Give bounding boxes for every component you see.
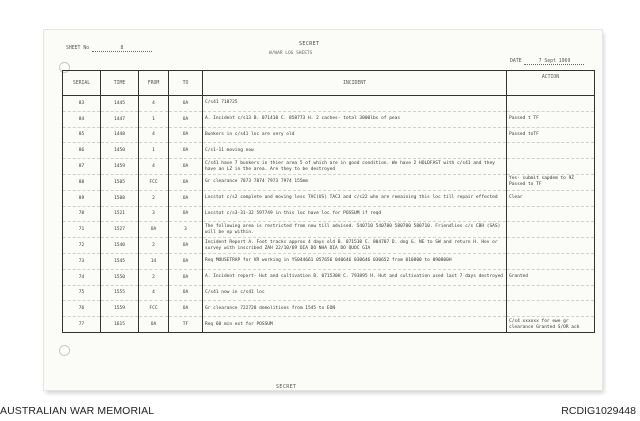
table-header-row bbox=[63, 71, 595, 96]
date-field bbox=[510, 59, 584, 65]
row-action bbox=[507, 96, 595, 112]
table-row bbox=[63, 253, 595, 269]
row-action: Clear bbox=[507, 190, 595, 206]
row-action bbox=[507, 253, 595, 269]
row-to: OA bbox=[169, 143, 203, 159]
table-row bbox=[63, 127, 595, 143]
row-from: OA bbox=[139, 222, 169, 238]
row-serial: 71 bbox=[63, 222, 101, 238]
security-classification-top: SECRET bbox=[299, 41, 320, 47]
row-serial: 84 bbox=[63, 111, 101, 127]
row-to: OA bbox=[169, 238, 203, 254]
row-action: C/s4 xxxxxx for ewe gr clearance Granted S/OR ack bbox=[507, 317, 595, 333]
row-time: 1508 bbox=[101, 190, 139, 206]
log-table-body bbox=[63, 96, 595, 333]
row-serial: 89 bbox=[63, 190, 101, 206]
row-from: 2 bbox=[139, 238, 169, 254]
column-header-serial: SERIAL bbox=[63, 71, 101, 96]
row-time: 1447 bbox=[101, 111, 139, 127]
table-row bbox=[63, 96, 595, 112]
row-serial: 75 bbox=[63, 285, 101, 301]
row-time: 1459 bbox=[101, 159, 139, 175]
table-row bbox=[63, 285, 595, 301]
footer-institution: AUSTRALIAN WAR MEMORIAL bbox=[0, 405, 155, 417]
row-to: OA bbox=[169, 269, 203, 285]
table-row bbox=[63, 301, 595, 317]
row-action bbox=[507, 159, 595, 175]
table-row bbox=[63, 238, 595, 254]
row-action: Passed toTF bbox=[507, 127, 595, 143]
row-action: Granted bbox=[507, 269, 595, 285]
sheet-number: 8 bbox=[120, 46, 124, 51]
row-serial: 70 bbox=[63, 206, 101, 222]
date-label: DATE bbox=[510, 59, 522, 64]
row-to: OA bbox=[169, 253, 203, 269]
column-header-time: TIME bbox=[101, 71, 139, 96]
row-incident: C/s41 now in c/s41 loc bbox=[203, 285, 507, 301]
row-time: 1505 bbox=[101, 174, 139, 190]
row-time: 1545 bbox=[101, 253, 139, 269]
row-incident: Gr clearance 722728 demolitions from 1545 to EON bbox=[203, 301, 507, 317]
table-row bbox=[63, 269, 595, 285]
row-action bbox=[507, 238, 595, 254]
table-row bbox=[63, 190, 595, 206]
row-to: OA bbox=[169, 159, 203, 175]
row-from: FCC bbox=[139, 301, 169, 317]
row-action: Yes- submit sapdem to 9Z Passed to TF bbox=[507, 174, 595, 190]
row-to: OA bbox=[169, 96, 203, 112]
row-action bbox=[507, 301, 595, 317]
row-serial: 83 bbox=[63, 96, 101, 112]
row-from: 4 bbox=[139, 96, 169, 112]
row-serial: 72 bbox=[63, 238, 101, 254]
row-serial: 85 bbox=[63, 127, 101, 143]
row-serial: 86 bbox=[63, 143, 101, 159]
column-header-incident: INCIDENT bbox=[203, 71, 507, 96]
row-action bbox=[507, 222, 595, 238]
row-from: 1 bbox=[139, 111, 169, 127]
log-sheet-page bbox=[44, 30, 602, 390]
row-from: 1 bbox=[139, 143, 169, 159]
row-serial: 73 bbox=[63, 253, 101, 269]
row-to: OA bbox=[169, 190, 203, 206]
row-incident: Incident Report A. Foot tracks approx 4 days old B. 071510 C. 804707 D. dog G. NE to SW and return H. Hov or survey with inscribed ZAH 22/10/69 DIA DO NHA DIA DO QUOC GIA bbox=[203, 238, 507, 254]
row-time: 1540 bbox=[101, 238, 139, 254]
row-action bbox=[507, 285, 595, 301]
table-row bbox=[63, 159, 595, 175]
row-incident: Locstat c/s2 complete and moving less TAC(US) TAC3 and c/s22 who are remaining this loc till repair effected bbox=[203, 190, 507, 206]
row-to: 3 bbox=[169, 222, 203, 238]
row-time: 1527 bbox=[101, 222, 139, 238]
row-time: 1521 bbox=[101, 206, 139, 222]
row-time: 1448 bbox=[101, 127, 139, 143]
date-value: 7 Sept 1969 bbox=[538, 59, 571, 64]
row-to: OA bbox=[169, 174, 203, 190]
row-incident: Gr clearance 7873 7874 7973 7974 155mm bbox=[203, 174, 507, 190]
row-time: 1615 bbox=[101, 317, 139, 333]
row-serial: 77 bbox=[63, 317, 101, 333]
row-incident: A. Incident c/s13 B. 071410 C. 858773 H. 2 caches- total 3000lbs of peas bbox=[203, 111, 507, 127]
row-time: 1445 bbox=[101, 96, 139, 112]
table-row bbox=[63, 111, 595, 127]
row-from: OA bbox=[139, 317, 169, 333]
table-row bbox=[63, 317, 595, 333]
row-to: OA bbox=[169, 301, 203, 317]
row-time: 1555 bbox=[101, 285, 139, 301]
row-action bbox=[507, 206, 595, 222]
table-row bbox=[63, 143, 595, 159]
row-from: 4 bbox=[139, 159, 169, 175]
row-from: 4 bbox=[139, 285, 169, 301]
row-incident: C/s41 718725 bbox=[203, 96, 507, 112]
row-from: 14 bbox=[139, 253, 169, 269]
column-header-to: TO bbox=[169, 71, 203, 96]
row-from: FCC bbox=[139, 174, 169, 190]
row-action: Passed t TF bbox=[507, 111, 595, 127]
row-incident: The following area is restricted from now till advised. 540710 540780 580780 580710. Friendlies c/s CBH (SAS) will be op within. bbox=[203, 222, 507, 238]
row-serial: 87 bbox=[63, 159, 101, 175]
column-header-action: ACTION bbox=[507, 71, 595, 96]
column-header-from: FROM bbox=[139, 71, 169, 96]
security-classification-bottom: SECRET bbox=[276, 384, 297, 390]
row-from: 2 bbox=[139, 269, 169, 285]
sheet-label: SHEET No bbox=[66, 46, 90, 51]
row-serial: 88 bbox=[63, 174, 101, 190]
row-incident: C/s41 have 7 bunkers in thier area 5 of which are in good condition. We have 2 HOLDFAST with c/s41 and they have an LZ in the area. Are they to be destroyed bbox=[203, 159, 507, 175]
row-from: 4 bbox=[139, 127, 169, 143]
row-incident: C/s1-11 moving now bbox=[203, 143, 507, 159]
punch-hole bbox=[59, 345, 70, 356]
footer-record-id: RCDIG1029448 bbox=[561, 405, 636, 417]
row-time: 1559 bbox=[101, 301, 139, 317]
row-incident: Req 60 min ext for POSSUM bbox=[203, 317, 507, 333]
row-to: TF bbox=[169, 317, 203, 333]
row-to: OA bbox=[169, 111, 203, 127]
table-row bbox=[63, 174, 595, 190]
sheet-number-label bbox=[66, 46, 152, 52]
log-table bbox=[62, 70, 595, 333]
row-action bbox=[507, 143, 595, 159]
form-title: W/WAR LOG SHEETS bbox=[269, 51, 313, 56]
row-incident: Req MOUSETRAP for VR working in YS044661 057656 040646 030646 030652 from 010800 to 090800H bbox=[203, 253, 507, 269]
row-time: 1550 bbox=[101, 269, 139, 285]
row-incident: Bunkers in c/s41 loc are very old bbox=[203, 127, 507, 143]
row-to: OA bbox=[169, 127, 203, 143]
row-incident: Locstat c/s3-31-32 597749 in this loc have loc for POSSUM if reqd bbox=[203, 206, 507, 222]
row-to: OA bbox=[169, 285, 203, 301]
row-incident: A. Incident report- Hut and cultivation B. 071530H C. 793895 H. Hut and cultivation used last 7 days destroyed bbox=[203, 269, 507, 285]
row-time: 1450 bbox=[101, 143, 139, 159]
table-row bbox=[63, 222, 595, 238]
table-row bbox=[63, 206, 595, 222]
row-serial: 74 bbox=[63, 269, 101, 285]
row-from: 2 bbox=[139, 190, 169, 206]
row-from: 3 bbox=[139, 206, 169, 222]
row-to: OA bbox=[169, 206, 203, 222]
row-serial: 76 bbox=[63, 301, 101, 317]
